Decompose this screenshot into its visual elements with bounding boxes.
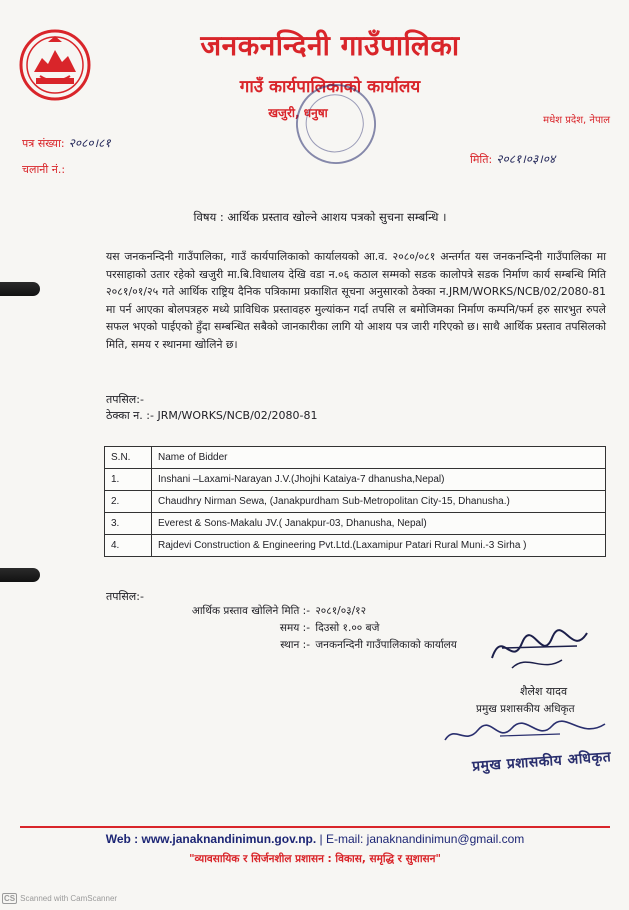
column-header-bidder: Name of Bidder [152, 447, 606, 469]
letterhead-province: मधेश प्रदेश, नेपाल [543, 115, 610, 126]
opening-date-label: आर्थिक प्रस्ताव खोलिने मिति :- [191, 605, 310, 617]
letterhead-title: जनकनन्दिनी गाउँपालिका [200, 29, 460, 62]
table-header-row [105, 447, 606, 469]
reference-value: २०८०।८१ [68, 136, 111, 150]
letter-date [470, 150, 555, 167]
row-bidder-name: Rajdevi Construction & Engineering Pvt.Ltd.(Laxamipur Patari Rural Muni.-3 Sirha ) [152, 535, 606, 557]
date-value: २०८१।०३।०४ [496, 152, 556, 166]
officer-stamp: प्रमुख प्रशासकीय अधिकृत [471, 749, 612, 775]
footer-slogan: "व्यावसायिक र सिर्जनशील प्रशासन : विकास, समृद्धि र सुशासन" [189, 853, 441, 865]
binder-clip-bottom [0, 568, 40, 582]
opening-tapsil-heading: तपसिल:- [106, 590, 144, 603]
letter-body: यस जनकनन्दिनी गाउँपालिका, गाउँ कार्यपालिकाको कार्यालयको आ.व. २०८०/०८१ अन्तर्गत यस जनकनन्दिनी गाउँपालिका मा परसाहाको उतार रहेको खजुरी मा.बि.विधालय देखि वडा न.०६ कठाल सम्मको सडक कालोपत्रे सडक निर्माण कार्य सम्बन्धि मिति २०८१/०१/२५ गते आर्थिक राष्ट्रिय दैनिक पत्रिकामा प्रकाशित सूचना अनुसारको ठेक्का न.JRM/WORKS/NCB/02/2080-81 मा पर्न आएका बोलपत्रहरु मध्ये प्राविधिक प्रस्तावहरु मुल्यांकन गर्दा तपसि ल बमोजिमका निर्माण कम्पनि/फर्म हरु सारभुत रुपले सफल भएको पाईएको हुँदा सम्बन्धित सबैको जानकारीका लागि यो आशय पत्र जारी गरिएको छ। साथै आर्थिक प्रस्ताव तपसिलको मिति, समय र स्थानमा खोलिने छ। [106, 250, 606, 351]
scanner-watermark-text: Scanned with CamScanner [20, 894, 118, 903]
row-sn: 1. [105, 469, 152, 491]
footer-web: Web : www.janaknandinimun.gov.np. [105, 832, 317, 846]
opening-date-value: २०८१/०३/१२ [315, 605, 367, 617]
opening-time-value: दिउसो १.०० बजे [315, 622, 380, 634]
signatory-role: प्रमुख प्रशासकीय अधिकृत [476, 703, 575, 715]
table-row [105, 535, 606, 557]
scanner-watermark: CS Scanned with CamScanner [4, 894, 118, 903]
table-row [105, 469, 606, 491]
row-sn: 3. [105, 513, 152, 535]
footer-divider [20, 826, 610, 828]
column-header-sn: S.N. [105, 447, 152, 469]
contract-number: ठेक्का न. :- JRM/WORKS/NCB/02/2080-81 [106, 409, 318, 422]
date-label: मिति: [470, 153, 493, 166]
bidders-table [104, 446, 606, 557]
opening-time-label: समय :- [279, 622, 310, 634]
reference-label: पत्र संख्या: [22, 137, 65, 150]
handwritten-signature [482, 618, 592, 678]
footer-email: E-mail: janaknandinimun@gmail.com [325, 832, 525, 846]
row-bidder-name: Everest & Sons-Makalu JV.( Janakpur-03, Dhanusha, Nepal) [152, 513, 606, 535]
chalani-number: चलानी नं.: [22, 163, 66, 176]
handwritten-note [440, 716, 610, 750]
reference-number [22, 134, 111, 151]
opening-place-label: स्थान :- [280, 639, 310, 651]
row-bidder-name: Inshani –Laxami-Narayan J.V.(Jhojhi Kataiya-7 dhanusha,Nepal) [152, 469, 606, 491]
signatory-name: शैलेश यादव [520, 685, 568, 698]
row-sn: 2. [105, 491, 152, 513]
binder-clip-top [0, 282, 40, 296]
letterhead-location: खजुरी, धनुषा [268, 106, 328, 120]
letter-subject: विषय : आर्थिक प्रस्ताव खोल्ने आशय पत्रको सुचना सम्बन्धि । [193, 210, 447, 224]
row-bidder-name: Chaudhry Nirman Sewa, (Janakpurdham Sub-Metropolitan City-15, Dhanusha.) [152, 491, 606, 513]
footer-contact: Web : www.janaknandinimun.gov.np. | E-mail: janaknandinimun@gmail.com [105, 832, 525, 846]
municipality-emblem-icon [18, 28, 92, 102]
table-row [105, 491, 606, 513]
table-row [105, 513, 606, 535]
row-sn: 4. [105, 535, 152, 557]
letterhead-subtitle: गाउँ कार्यपालिकाको कार्यालय [239, 77, 421, 97]
tapsil-heading: तपसिल:- [106, 393, 144, 406]
opening-details [150, 603, 480, 654]
opening-place-value: जनकनन्दिनी गाउँपालिकाको कार्यालय [315, 639, 457, 651]
